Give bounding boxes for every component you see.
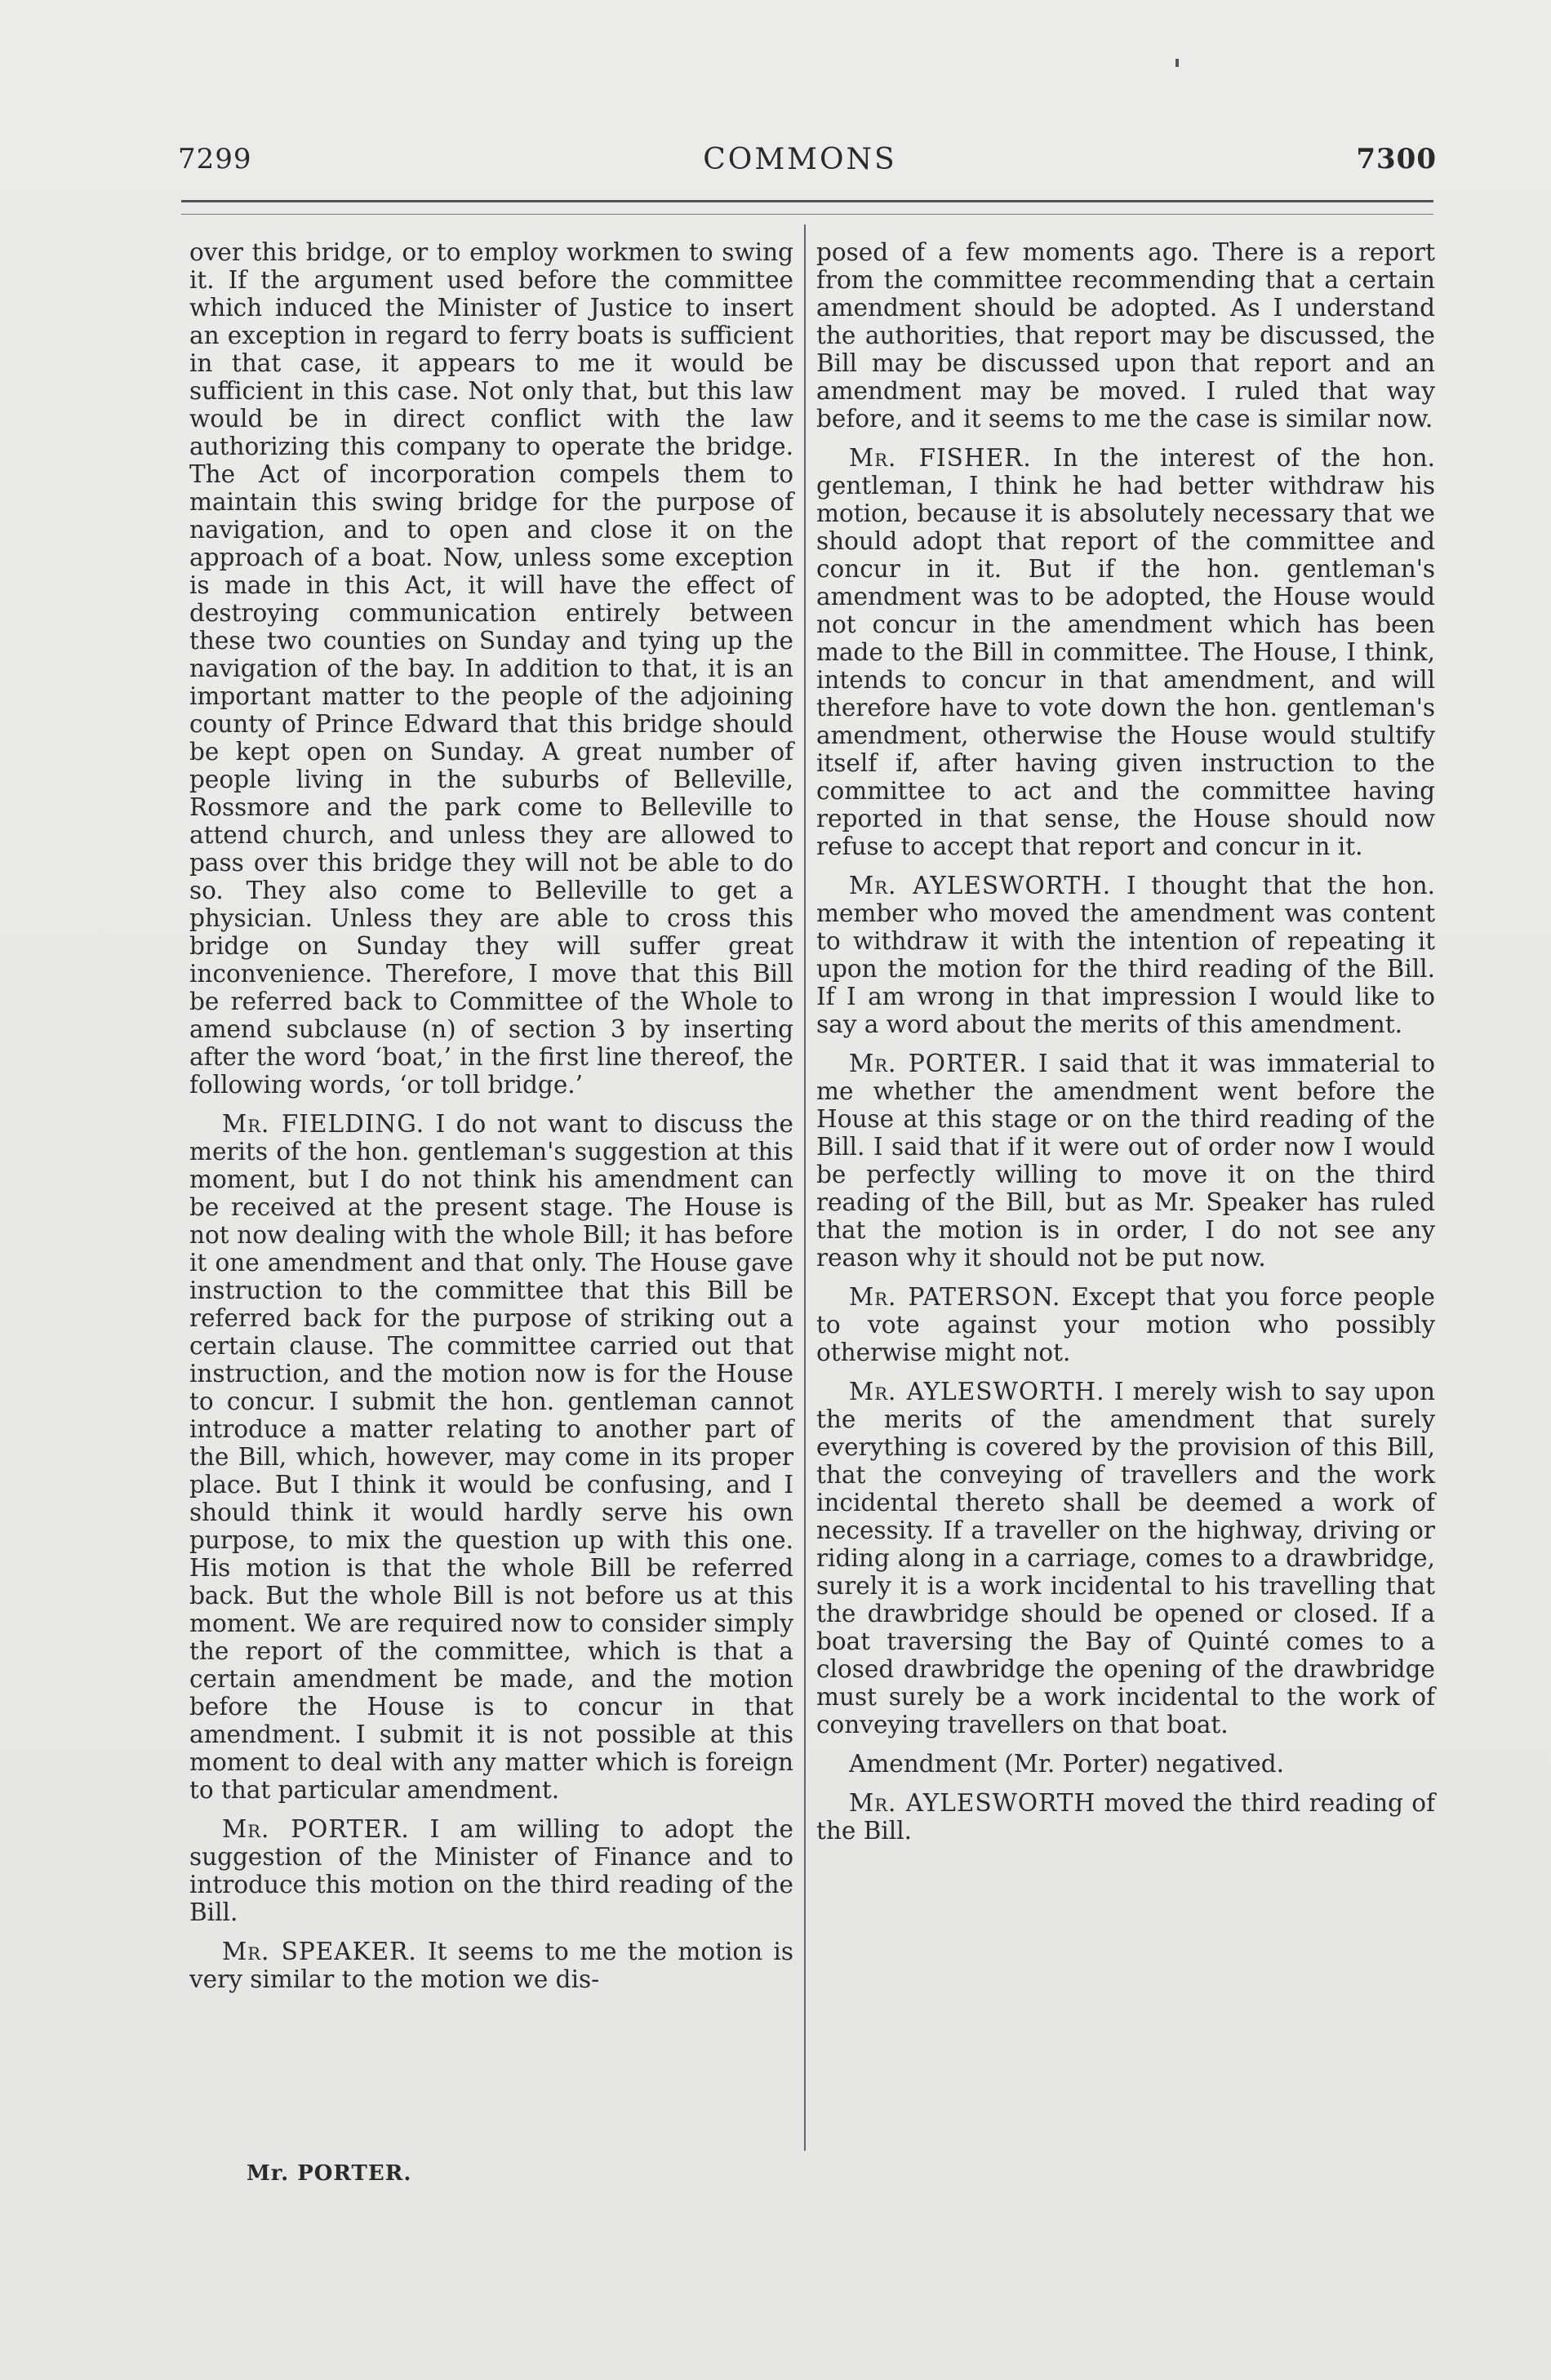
speaker-name: Mr. FISHER. (849, 444, 1032, 472)
running-head: COMMONS (703, 143, 897, 176)
speaker-name: Mr. SPEAKER. (222, 1938, 417, 1965)
paragraph: Mr. PATERSON. Except that you force people to vote against your motion who possibly otherwise might not. (816, 1283, 1435, 1366)
paragraph: posed of a few moments ago. There is a report from the committee recommending that a certain amendment should be adopted. As I understand the authorities, that report may be discussed, the Bill may be discussed upon that report and an amendment may be moved. I ruled that way before, and it seems to me the case is similar now. (816, 238, 1435, 433)
page-number-right: 7300 (1356, 143, 1437, 175)
left-column (189, 238, 793, 2005)
header-rule (181, 200, 1433, 202)
speaker-name: Mr. AYLESWORTH. (849, 872, 1112, 899)
paragraph: Mr. AYLESWORTH. I thought that the hon. member who moved the amendment was content to withdraw it with the intention of repeating it upon the motion for the third reading of the Bill. If I am wrong in that impression I would like to say a word about the merits of this amendment. (816, 872, 1435, 1038)
page-header (163, 143, 1437, 184)
speaker-name: Mr. AYLESWORTH. (849, 1378, 1105, 1405)
paragraph: Mr. FIELDING. I do not want to discuss the merits of the hon. gentleman's suggestion at this moment, but I do not think his amendment can be received at the present stage. The House is not now dealing with the whole Bill; it has before it one amendment and that only. The House gave instruction to the committee that this Bill be referred back for the purpose of striking out a certain clause. The committee carried out that instruction, and the motion now is for the House to concur. I submit the hon. gentleman cannot introduce a matter relating to another part of the Bill, which, however, may come in its proper place. But I think it would be confusing, and I should think it would hardly serve his own purpose, to mix the question up with this one. His motion is that the whole Bill be referred back. But the whole Bill is not before us at this moment. We are required now to consider simply the report of the committee, which is that a certain amendment be made, and the motion before the House is to concur in that amendment. I submit it is not possible at this moment to deal with any matter which is foreign to that particular amendment. (189, 1110, 793, 1804)
paragraph: Amendment (Mr. Porter) negatived. (849, 1750, 1285, 1778)
paragraph: Mr. AYLESWORTH moved the third reading of the Bill. (816, 1789, 1435, 1845)
paragraph: Mr. SPEAKER. It seems to me the motion is very similar to the motion we dis- (189, 1938, 793, 1993)
speaker-name: Mr. AYLESWORTH (849, 1789, 1096, 1817)
scan-mark (1175, 59, 1179, 67)
speaker-name: Mr. FIELDING. (222, 1110, 425, 1138)
paragraph: Mr. FISHER. In the interest of the hon. gentleman, I think he had better withdraw his motion, because it is absolutely necessary that we should adopt that report of the committee and concur in it. But if the hon. gentleman's amendment was to be adopted, the House would not concur in the amendment which has been made to the Bill in committee. The House, I think, intends to concur in that amendment, and will therefore have to vote down the hon. gentleman's amendment, otherwise the House would stultify itself if, after having given instruction to the committee to act and the committee having reported in that sense, the House should now refuse to accept that report and concur in it. (816, 444, 1436, 860)
right-column (816, 238, 1435, 1856)
speaker-name: Mr. PORTER. (849, 1050, 1028, 1077)
footer-speaker-name: Mr. PORTER. (247, 2161, 412, 2186)
column-divider (804, 224, 806, 2151)
paragraph: Mr. AYLESWORTH. I merely wish to say upon the merits of the amendment that surely everything is covered by the provision of this Bill, that the conveying of travellers and the work incidental thereto shall be deemed a work of necessity. If a traveller on the highway, driving or riding along in a carriage, comes to a drawbridge, surely it is a work incidental to his travelling that the drawbridge should be opened or closed. If a boat traversing the Bay of Quinté comes to a closed drawbridge the opening of the drawbridge must surely be a work incidental to the work of conveying travellers on that boat. (816, 1378, 1435, 1738)
speaker-name: Mr. PATERSON. (849, 1283, 1061, 1311)
header-rule-thin (181, 214, 1433, 215)
paragraph: Mr. PORTER. I said that it was immaterial to me whether the amendment went before the House at this stage or on the third reading of the Bill. I said that if it were out of order now I would be perfectly willing to move it on the third reading of the Bill, but as Mr. Speaker has ruled that the motion is in order, I do not see any reason why it should not be put now. (816, 1050, 1435, 1272)
page-number-left: 7299 (178, 143, 252, 175)
paragraph: over this bridge, or to employ workmen to swing it. If the argument used before the committee which induced the Minister of Justice to insert an exception in regard to ferry boats is sufficient in that case, it appears to me it would be sufficient in this case. Not only that, but this law would be in direct conflict with the law authorizing this company to operate the bridge. The Act of incorporation compels them to maintain this swing bridge for the purpose of navigation, and to open and close it on the approach of a boat. Now, unless some exception is made in this Act, it will have the effect of destroying communication entirely between these two counties on Sunday and tying up the navigation of the bay. In addition to that, it is an important matter to the people of the adjoining county of Prince Edward that this bridge should be kept open on Sunday. A great number of people living in the suburbs of Belleville, Rossmore and the park come to Belleville to attend church, and unless they are allowed to pass over this bridge they will not be able to do so. They also come to Belleville to get a physician. Unless they are able to cross this bridge on Sunday they will suffer great inconvenience. Therefore, I move that this Bill be referred back to Committee of the Whole to amend subclause (n) of section 3 by inserting after the word ‘boat,’ in the first line thereof, the following words, ‘or toll bridge.’ (189, 238, 793, 1099)
speaker-name: Mr. PORTER. (222, 1815, 410, 1843)
paragraph: Mr. PORTER. I am willing to adopt the suggestion of the Minister of Finance and to introduce this motion on the third reading of the Bill. (189, 1815, 793, 1926)
